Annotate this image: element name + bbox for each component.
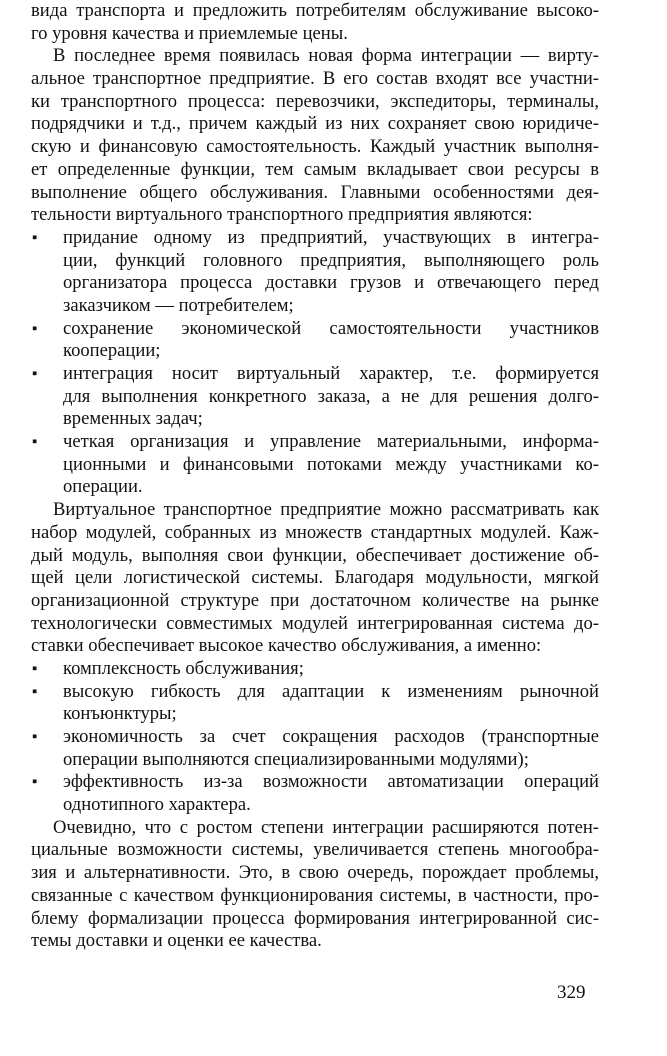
text-line: блему формализации процесса формирования интегрированной сис- (31, 907, 599, 929)
list-item-line (31, 794, 599, 817)
list-item-line (31, 658, 599, 681)
text-line: интеграция носит виртуальный характер, т.е. формируется (63, 363, 599, 384)
bullet-icon: ▪ (32, 683, 38, 700)
text-line: экономичность за счет сокращения расходов (транспортные (63, 726, 599, 747)
paragraph-first-line: Очевидно, что с ростом степени интеграции расширяются потен- (53, 816, 599, 838)
bullet-icon: ▪ (32, 729, 38, 745)
text-line: технологически совместимых модулей интегрированная система до- (31, 612, 599, 634)
text-line: набор модулей, собранных из множеств стандартных модулей. Каж- (31, 521, 599, 543)
text-line: комплексность обслуживания; (63, 657, 304, 679)
page-number: 329 (557, 982, 586, 1003)
text-line: выполнение общего обслуживания. Главными особенностями дея- (31, 181, 599, 203)
bullet-icon: ▪ (32, 774, 38, 791)
list-item-line (31, 386, 599, 409)
list-item-line (31, 318, 599, 341)
text-line: кооперации; (63, 340, 161, 362)
text-line: подрядчики и т.д., причем каждый из них сохраняет свою юридиче- (31, 113, 599, 135)
list-item-text (31, 749, 599, 772)
list-item-text (31, 386, 599, 409)
text-line: эффективность из-за возможности автоматизации операций (63, 771, 599, 793)
list-item-line (31, 431, 599, 454)
text-line: ставки обеспечивает высокое качество обслуживания, а именно: (31, 635, 542, 657)
text-line: организатора процесса доставки грузов и отвечающего перед (63, 272, 599, 294)
list-item-text (31, 408, 599, 431)
list-item-text (31, 431, 599, 454)
list-item-line (31, 408, 599, 431)
text-line: операции. (63, 476, 143, 498)
text-line: ционными и финансовыми потоками между участниками ко- (63, 453, 599, 475)
list-item-text (31, 794, 599, 817)
list-item-line (31, 749, 599, 772)
list-item-text (31, 681, 599, 704)
bullet-icon: ▪ (32, 660, 38, 677)
text-line: придание одному из предприятий, участвующих в интегра- (63, 226, 599, 248)
list-item-line (31, 363, 599, 386)
text-line: организационной структуре при достаточном количестве на рынке (31, 589, 599, 611)
list-item-line (31, 454, 599, 477)
list-item-line (31, 272, 599, 295)
text-line: конъюнктуры; (63, 703, 177, 725)
list-item-line (31, 681, 599, 704)
bullet-icon: ▪ (32, 229, 38, 246)
text-line: ки транспортного процесса: перевозчики, экспедиторы, терминалы, (31, 90, 599, 112)
list-item-text (31, 272, 599, 295)
text-line: дый модуль, выполняя свои функции, обеспечивает достижение об- (31, 544, 599, 566)
list-item-text (31, 771, 599, 794)
list-item-line (31, 295, 599, 318)
list-item-line (31, 476, 599, 499)
list-item-text (31, 318, 599, 341)
text-line: высокую гибкость для адаптации к изменениям рыночной (63, 680, 599, 702)
text-line: для выполнения конкретного заказа, а не для решения долго- (63, 385, 599, 407)
list-item-line (31, 771, 599, 794)
text-line: го уровня качества и приемлемые цены. (31, 22, 348, 44)
list-item-text (31, 340, 599, 363)
document-body (31, 0, 599, 953)
text-line: сохранение экономической самостоятельности участников (63, 317, 599, 339)
text-line: циальные возможности системы, увеличивается степень многообра- (31, 839, 599, 861)
list-item-text (31, 476, 599, 499)
paragraph-first-line: В последнее время появилась новая форма интеграции — вирту- (53, 45, 599, 67)
text-line: скую и финансовую самостоятельность. Каждый участник выполня- (31, 136, 599, 158)
paragraph-first-line: Виртуальное транспортное предприятие можно рассматривать как (53, 499, 599, 521)
text-line: альное транспортное предприятие. В его состав входят все участни- (31, 68, 599, 90)
text-line: четкая организация и управление материальными, информа- (63, 431, 599, 453)
text-line: заказчиком — потребителем; (63, 294, 294, 316)
list-item-text (31, 703, 599, 726)
text-line: однотипного характера. (63, 794, 251, 816)
text-line: ет определенные функции, тем самым вкладывает свои ресурсы в (31, 158, 599, 180)
list-item-line (31, 340, 599, 363)
text-line: операции выполняются специализированными модулями); (63, 748, 529, 770)
list-item-line (31, 703, 599, 726)
text-line: щей цели логистической системы. Благодаря модульности, мягкой (31, 567, 599, 589)
text-line: ции, функций головного предприятия, выполняющего роль (63, 249, 599, 271)
bullet-icon: ▪ (32, 434, 38, 451)
list-item-text (31, 250, 599, 273)
list-item-line (31, 726, 599, 749)
list-item-line (31, 250, 599, 273)
list-item-text (31, 363, 599, 386)
bullet-icon: ▪ (32, 366, 38, 382)
list-item-text (31, 295, 599, 318)
list-item-text (31, 726, 599, 749)
text-line: временных задач; (63, 408, 203, 430)
bullet-icon: ▪ (32, 320, 38, 337)
list-item-line (31, 227, 599, 250)
text-line: вида транспорта и предложить потребителям обслуживание высоко- (31, 0, 599, 21)
list-item-text (31, 454, 599, 477)
text-line: связанные с качеством функционирования системы, в частности, про- (31, 884, 599, 906)
text-line: зия и альтернативности. Это, в свою очередь, порождает проблемы, (31, 862, 599, 884)
list-item-text (31, 658, 599, 681)
text-line: темы доставки и оценки ее качества. (31, 930, 322, 952)
text-line: тельности виртуального транспортного предприятия являются: (31, 204, 533, 226)
list-item-text (31, 227, 599, 250)
